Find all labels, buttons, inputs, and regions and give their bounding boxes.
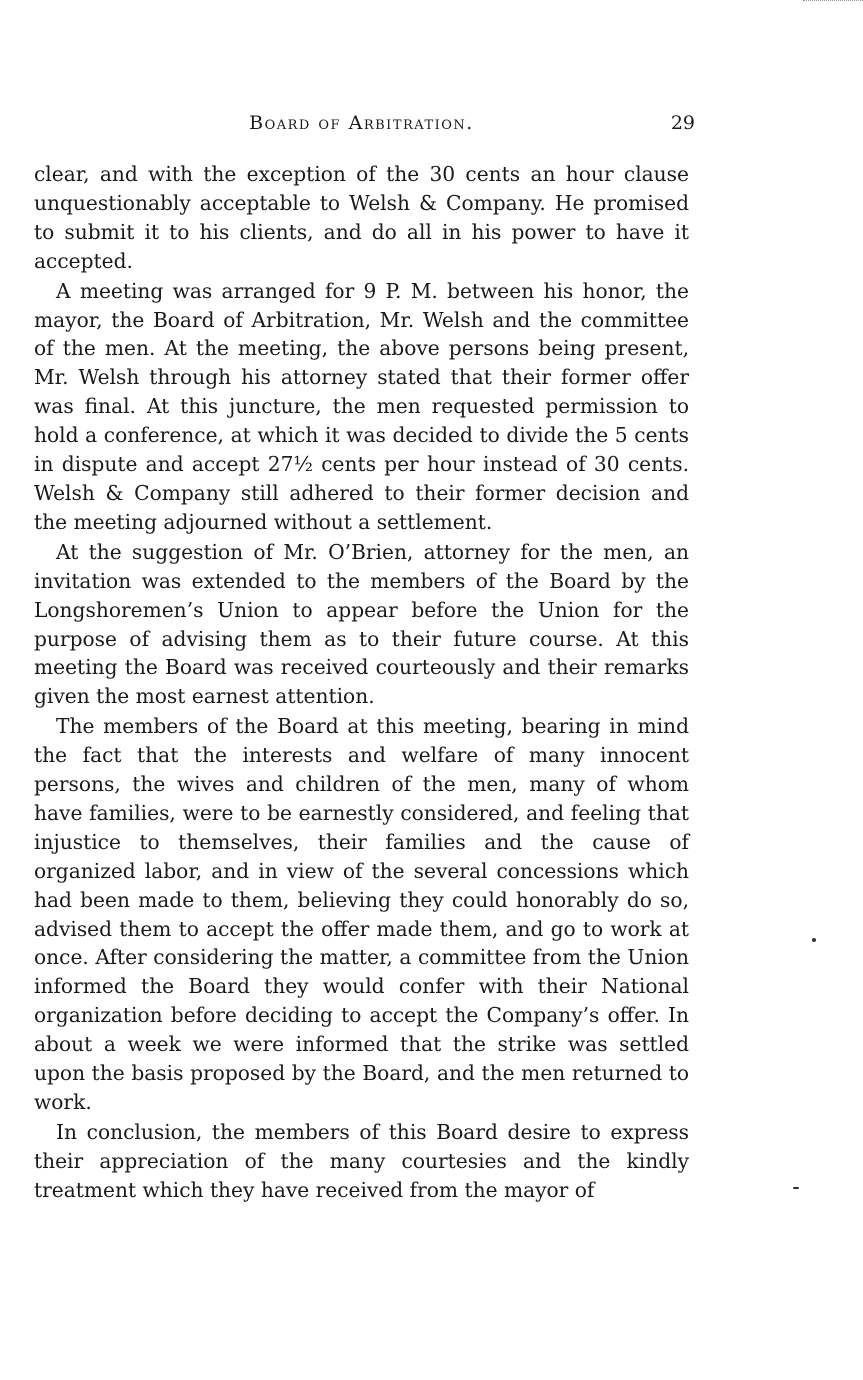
margin-speck xyxy=(793,1187,799,1189)
page-number: 29 xyxy=(670,112,695,134)
running-head xyxy=(34,108,695,138)
scan-edge-mark xyxy=(803,0,863,3)
body-text xyxy=(34,160,689,1206)
paragraph: At the suggestion of Mr. O’Brien, attorney for the men, an invitation was extended to the members of the Board by the Longshoremen’s Union to appear before the Union for the purpose of advising them as to their future course. At this meeting the Board was received courteously and their remarks given the most earnest attention. xyxy=(34,539,689,709)
margin-speck xyxy=(812,938,816,942)
running-title: Board of Arbitration. xyxy=(249,112,474,134)
paragraph: A meeting was arranged for 9 P. M. between his honor, the mayor, the Board of Arbitration, Mr. Welsh and the committee of the men. At the meeting, the above persons being present, Mr. Welsh through his attorney stated that their former offer was final. At this juncture, the men requested permission to hold a conference, at which it was decided to divide the 5 cents in dispute and accept 27½ cents per hour instead of 30 cents. Welsh & Company still adhered to their former decision and the meeting adjourned without a settlement. xyxy=(34,278,689,534)
paragraph: The members of the Board at this meeting, bearing in mind the fact that the interests and welfare of many innocent persons, the wives and children of the men, many of whom have families, were to be earnestly considered, and feeling that injustice to themselves, their families and the cause of organized labor, and in view of the several concessions which had been made to them, believing they could honorably do so, advised them to accept the offer made them, and go to work at once. After considering the matter, a committee from the Union informed the Board they would confer with their National organization before deciding to accept the Company’s offer. In about a week we were informed that the strike was settled upon the basis proposed by the Board, and the men returned to work. xyxy=(34,714,689,1114)
paragraph: In conclusion, the members of this Board desire to express their appreciation of the many courtesies and the kindly treatment which they have received from the mayor of xyxy=(34,1119,689,1202)
paragraph-continued: clear, and with the exception of the 30 cents an hour clause unquestionably acceptable to Welsh & Company. He promised to submit it to his clients, and do all in his power to have it accepted. xyxy=(34,162,689,273)
